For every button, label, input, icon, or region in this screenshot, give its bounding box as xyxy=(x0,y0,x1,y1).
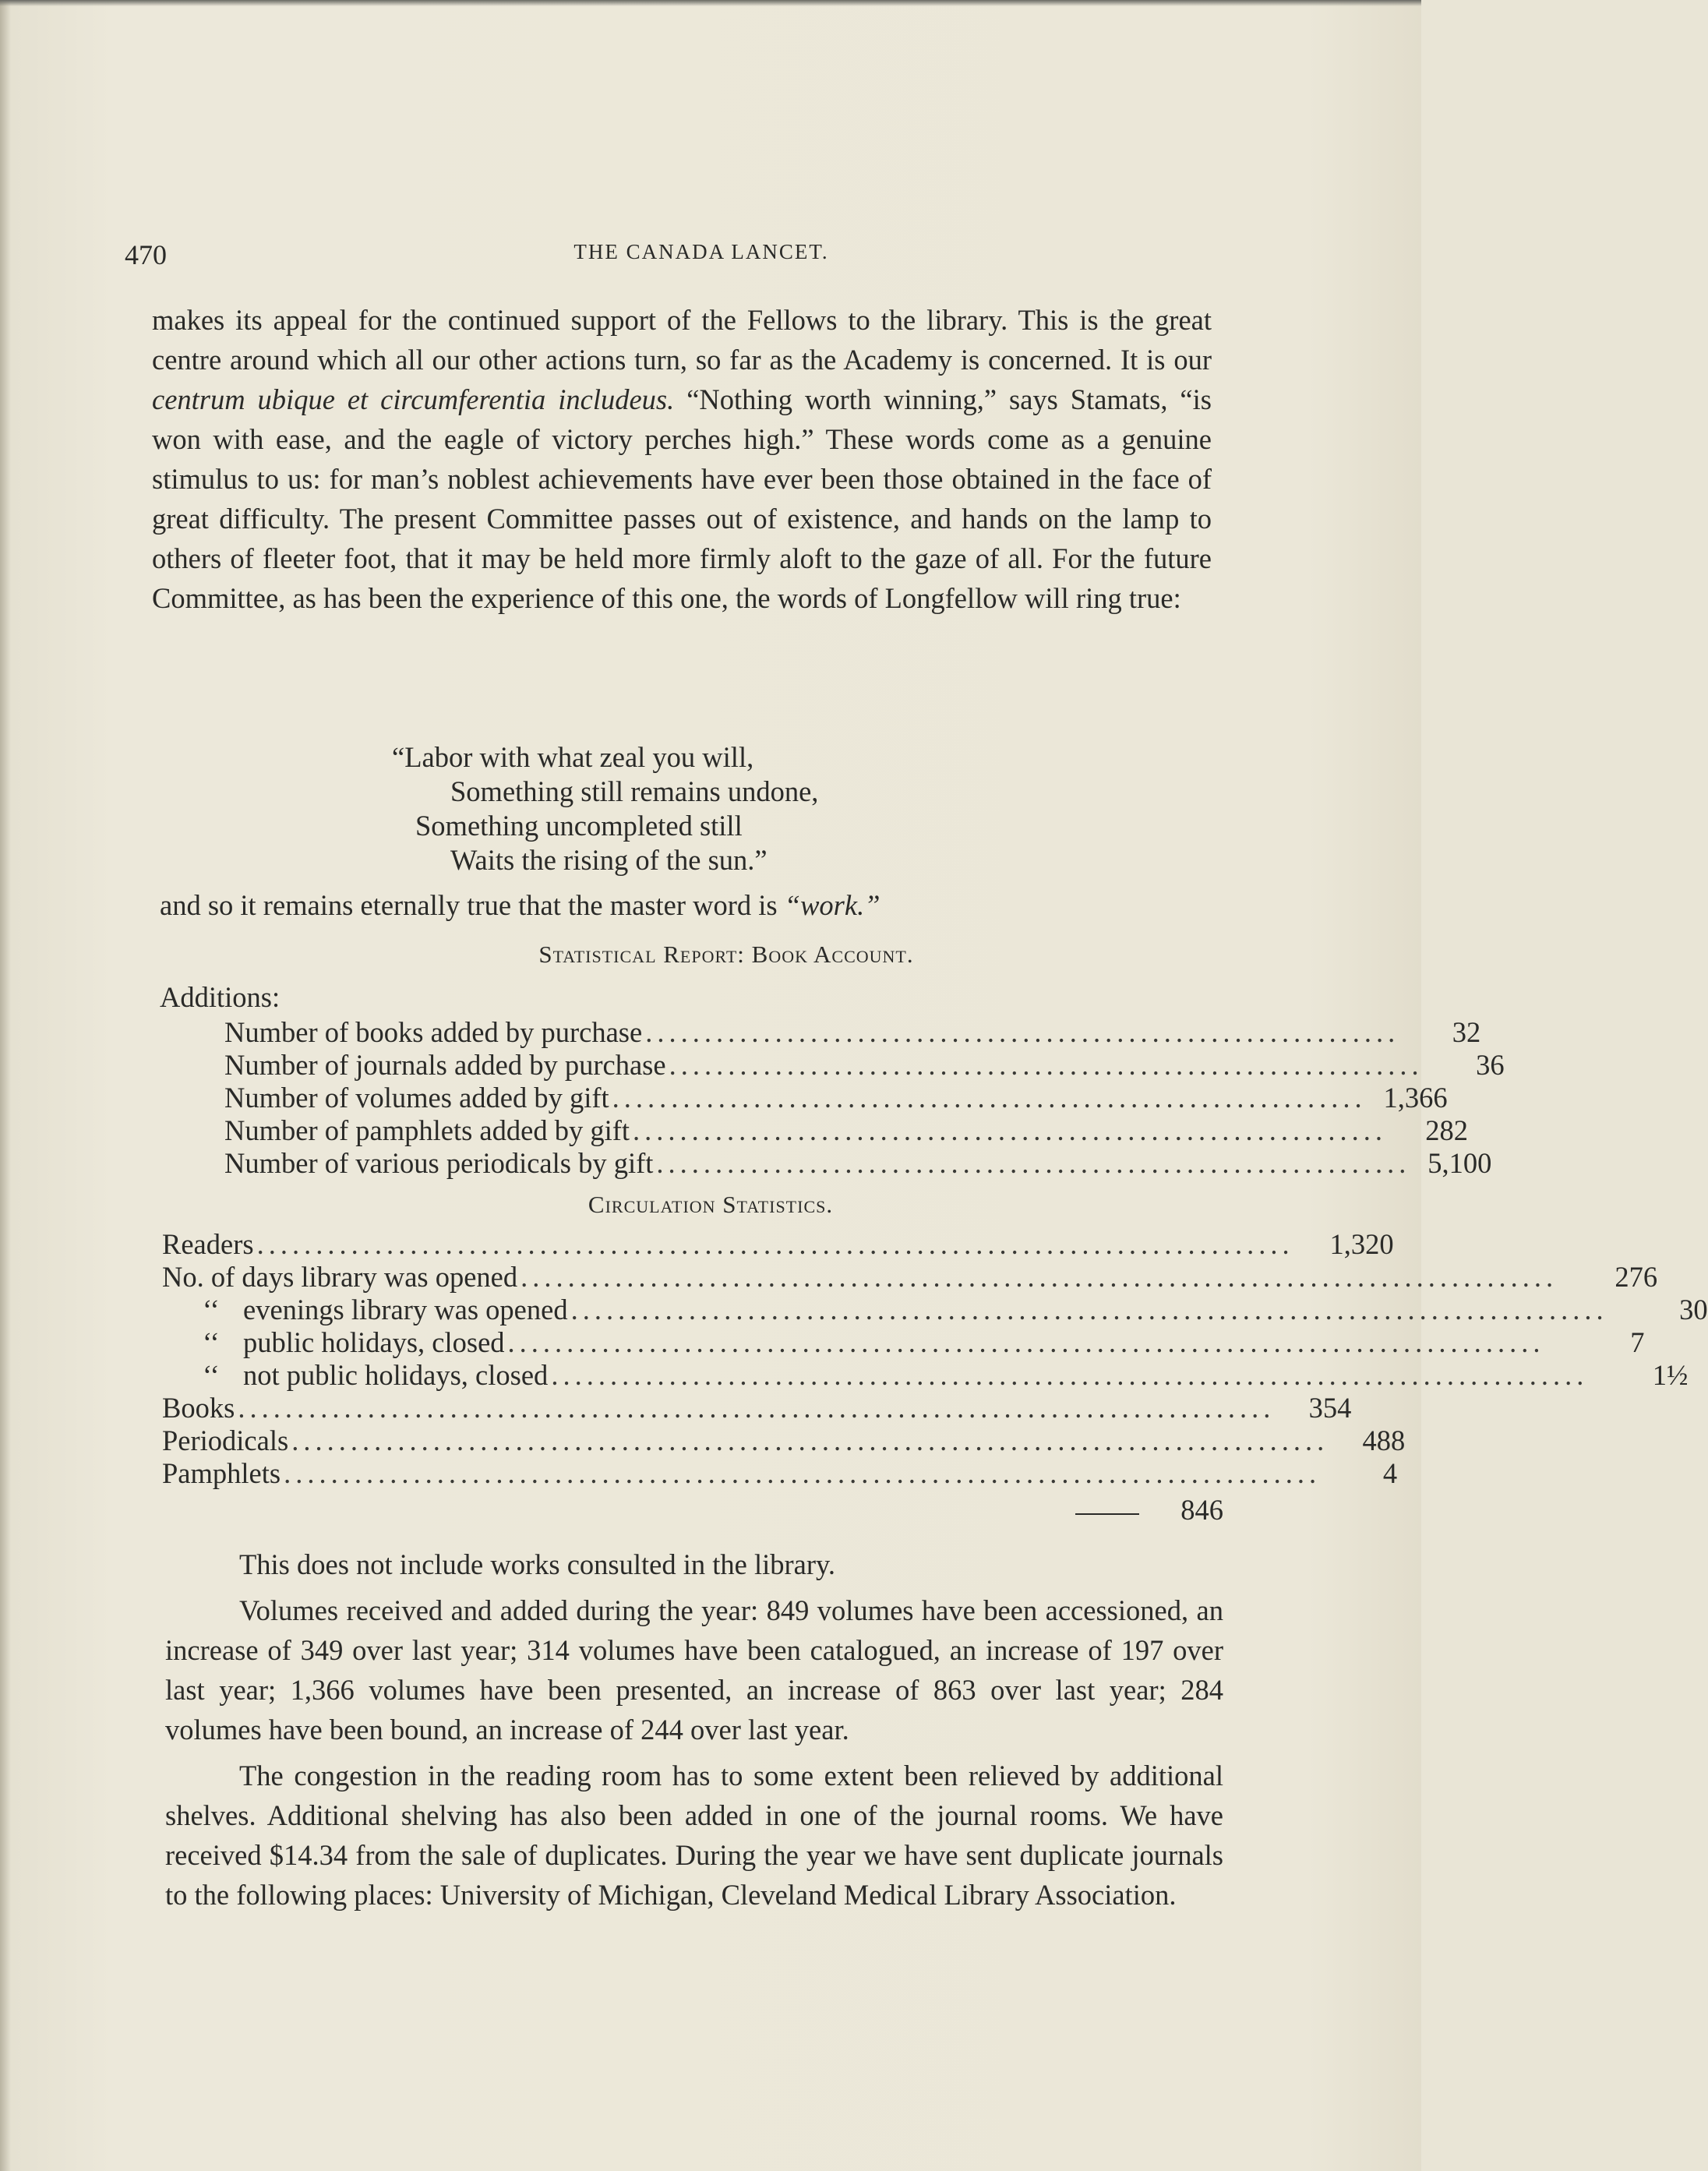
additions-row xyxy=(224,1048,1505,1081)
leader-dots: ........................................................................................ xyxy=(570,1294,1608,1326)
circulation-row xyxy=(162,1358,1689,1391)
conclusion-line xyxy=(160,888,880,922)
library-note: This does not include works consulted in the library. xyxy=(239,1548,836,1580)
circulation-row xyxy=(162,1293,1708,1326)
row-value: 1,320 xyxy=(1329,1228,1394,1260)
additions-row xyxy=(224,1081,1448,1114)
row-value: 5,100 xyxy=(1427,1147,1492,1179)
book-account-heading: Statistical Report: Book Account. xyxy=(538,941,914,968)
row-value: 488 xyxy=(1362,1424,1406,1456)
leader-dots: ........................................................................................ xyxy=(291,1424,1329,1456)
row-value: 7 xyxy=(1630,1326,1645,1358)
leader-dots: ................................................................ xyxy=(645,1016,1400,1048)
circulation-row xyxy=(162,1260,1658,1293)
congestion-paragraph: The congestion in the reading room has to some extent been relieved by additional shelves. Additional shelving has also been added in one of the journal rooms. We have received $14.34 from the sale of duplicates. During the year we have sent duplicate journals to the following places: University of Michigan, Cleveland Medical Library Association. xyxy=(165,1760,1223,1911)
additions-row xyxy=(224,1146,1492,1179)
leader-dots: ................................................................ xyxy=(669,1049,1424,1081)
row-label: Number of pamphlets added by gift xyxy=(224,1114,630,1146)
leader-dots: ........................................................................................ xyxy=(284,1457,1322,1489)
leader-dots: ........................................................................................ xyxy=(551,1359,1589,1391)
ditto-mark: ‘‘ xyxy=(203,1326,220,1358)
ditto-mark: ‘‘ xyxy=(203,1359,220,1391)
circulation-total: 846 xyxy=(1180,1494,1223,1526)
circulation-list xyxy=(162,1227,1708,1391)
circulation-row xyxy=(162,1227,1394,1260)
closing-section xyxy=(165,1544,1223,1915)
master-word: “work.” xyxy=(784,889,880,921)
leader-dots: ........................................................................................ xyxy=(238,1392,1276,1424)
longfellow-poem xyxy=(392,740,818,877)
additions-list xyxy=(224,1015,1505,1179)
page-top-edge xyxy=(0,0,1421,6)
poem-line: Something uncompleted still xyxy=(415,810,743,842)
row-value: 276 xyxy=(1614,1261,1658,1293)
row-label: Number of various periodicals by gift xyxy=(224,1147,654,1179)
leader-dots: ................................................................ xyxy=(656,1147,1411,1179)
volumes-paragraph: Volumes received and added during the year: 849 volumes have been accessioned, an increase of 349 over last year; 314 volumes have been catalogued, an increase of 197 over last year; 1,366 volumes have been presented, an increase of 863 over last year; 284 volumes have been bound, an increase of 244 over last year. xyxy=(165,1594,1223,1746)
latin-phrase: centrum ubique et circumferentia includeus. xyxy=(152,383,675,415)
row-label: Pamphlets xyxy=(162,1457,281,1489)
leader-dots: ................................................................ xyxy=(633,1114,1388,1146)
running-head xyxy=(125,234,1216,281)
row-label: Readers xyxy=(162,1228,254,1260)
circulation-row xyxy=(162,1326,1645,1358)
row-value: 1½ xyxy=(1652,1359,1689,1391)
row-value: 32 xyxy=(1452,1016,1481,1048)
poem-line: Something still remains undone, xyxy=(450,775,819,807)
row-label: Periodicals xyxy=(162,1424,289,1456)
ditto-mark: ‘‘ xyxy=(203,1294,220,1326)
row-label: public holidays, closed xyxy=(243,1326,505,1358)
additions-label: Additions: xyxy=(160,981,281,1013)
leader-dots: ................................................................ xyxy=(612,1082,1367,1114)
additions-row xyxy=(224,1015,1481,1048)
leader-dots: ........................................................................................ xyxy=(507,1326,1545,1358)
row-label: evenings library was opened xyxy=(243,1294,568,1326)
intro-text-start: makes its appeal for the continued support of the Fellows to the library. This is the great centre around which all our other actions turn, so far as the Academy is concerned. It is our xyxy=(152,304,1212,376)
row-value: 4 xyxy=(1382,1457,1398,1489)
poem-line: Waits the rising of the sun.” xyxy=(450,844,768,876)
additions-row xyxy=(224,1114,1469,1146)
subtotal-row xyxy=(162,1424,1406,1456)
row-value: 282 xyxy=(1425,1114,1469,1146)
row-label: not public holidays, closed xyxy=(243,1359,549,1391)
intro-text-end: “Nothing worth winning,” says Stamats, “is won with ease, and the eagle of victory perches high.” These words come as a genuine stimulus to us: for man’s noblest achievements have ever been those obtained in the face of great difficulty. The present Committee passes out of existence, and hands on the lamp to others of fleeter foot, that it may be held more firmly aloft to the gaze of all. For the future Committee, as has been the experience of this one, the words of Longfellow will ring true: xyxy=(152,383,1212,614)
row-label: Number of books added by purchase xyxy=(224,1016,643,1048)
spine-shadow xyxy=(0,0,11,2171)
conclusion-text: and so it remains eternally true that the master word is xyxy=(160,889,785,921)
row-value: 36 xyxy=(1476,1049,1505,1081)
row-label: Number of journals added by purchase xyxy=(224,1049,666,1081)
intro-text xyxy=(152,300,1212,618)
poem-line: “Labor with what zeal you will, xyxy=(392,741,754,773)
subtotal-row xyxy=(162,1391,1352,1424)
journal-title: THE CANADA LANCET. xyxy=(573,240,829,263)
intro-paragraph xyxy=(152,300,1212,618)
page-number: 470 xyxy=(125,239,167,270)
row-value: 354 xyxy=(1308,1392,1352,1424)
leader-dots: ........................................................................................ xyxy=(256,1228,1294,1260)
row-label: No. of days library was opened xyxy=(162,1261,518,1293)
row-label: Number of volumes added by gift xyxy=(224,1082,609,1114)
row-value: 1,366 xyxy=(1383,1082,1448,1114)
row-value: 30 xyxy=(1679,1294,1708,1326)
total-rule xyxy=(1075,1513,1139,1515)
subtotal-list xyxy=(162,1391,1406,1489)
leader-dots: ........................................................................................ xyxy=(521,1261,1558,1293)
subtotal-row xyxy=(162,1456,1398,1489)
row-label: Books xyxy=(162,1392,235,1424)
circulation-heading: Circulation Statistics. xyxy=(588,1191,834,1218)
